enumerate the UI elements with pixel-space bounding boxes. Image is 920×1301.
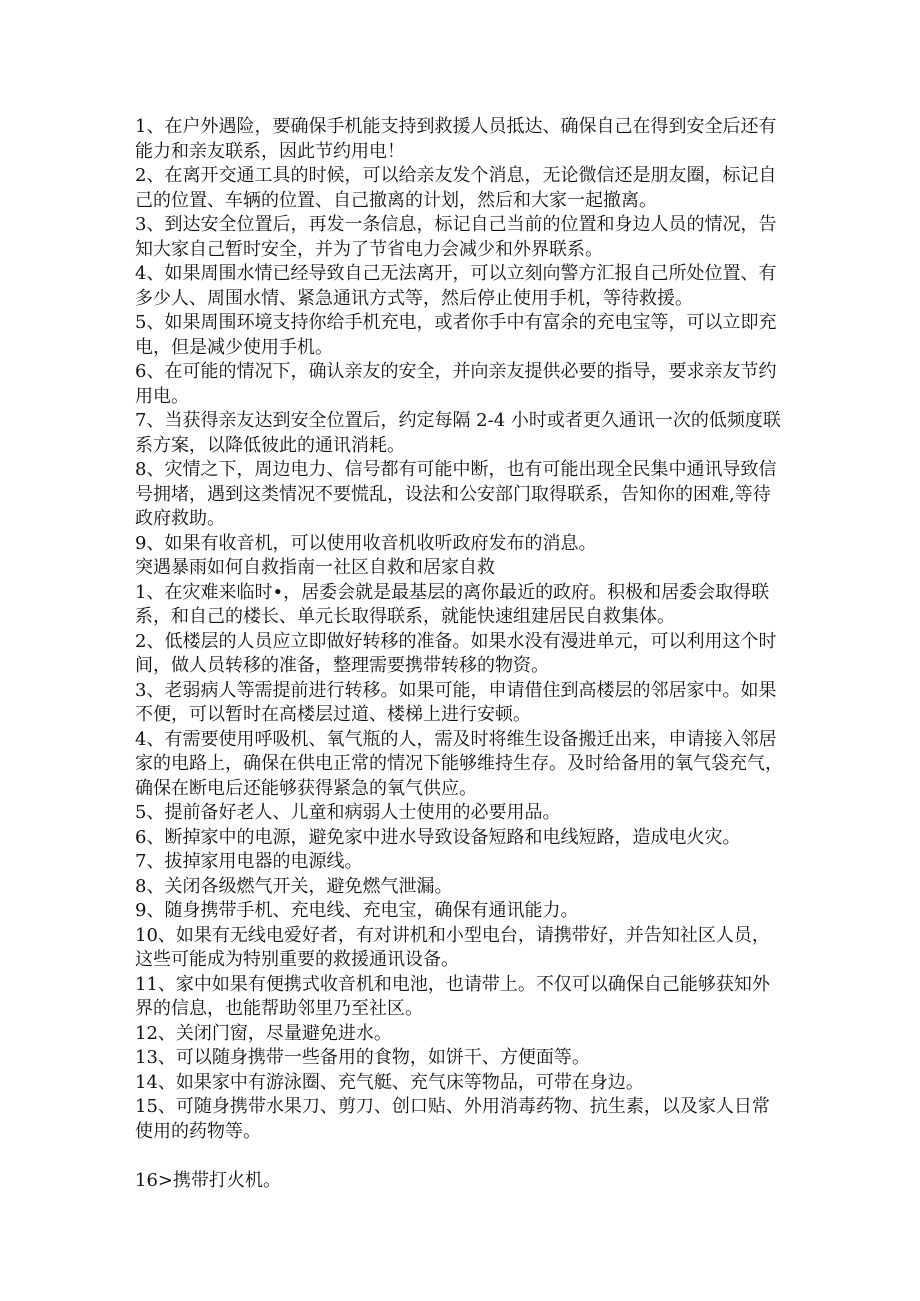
text-line: 4、如果周围水情已经导致自己无法离开，可以立刻向警方汇报自己所处位置、有 xyxy=(135,263,777,284)
text-line: 1、在灾难来临时•，居委会就是最基层的离你最近的政府。积极和居委会取得联 xyxy=(135,581,770,603)
list-item xyxy=(135,581,835,630)
list-item xyxy=(135,630,835,679)
text-line: 7、拔掉家用电器的电源线。 xyxy=(135,851,363,872)
list-item xyxy=(135,409,835,458)
text-line: 号拥堵，遇到这类情况不要慌乱，设法和公安部门取得联系，告知你的困难,等待 xyxy=(135,483,771,505)
list-item xyxy=(135,826,835,851)
text-line: 13、可以随身携带一些备用的食物，如饼干、方便面等。 xyxy=(135,1047,590,1068)
text-line: 2、在离开交通工具的时候，可以给亲友发个消息，无论微信还是朋友圈，标记自 xyxy=(135,165,777,186)
section-community-self-rescue xyxy=(135,556,835,1193)
text-line: 政府救助。 xyxy=(135,508,225,529)
text-line: 系方案，以降低彼此的通讯消耗。 xyxy=(135,434,405,456)
list-item xyxy=(135,1022,835,1047)
list-item xyxy=(135,458,835,532)
section-outdoor-self-rescue xyxy=(135,115,835,556)
list-item xyxy=(135,360,835,409)
text-line: 6、在可能的情况下，确认亲友的安全，并向亲友提供必要的指导，要求亲友节约 xyxy=(135,361,777,382)
list-item xyxy=(135,899,835,924)
text-line: 能力和亲友联系，因此节约用电！ xyxy=(135,140,405,162)
text-line: 知大家自己暂时安全，并为了节省电力会减少和外界联系。 xyxy=(135,238,603,260)
list-item xyxy=(135,973,835,1022)
text-line: 10、如果有无线电爱好者，有对讲机和小型电台，请携带好，并告知社区人员， xyxy=(135,924,770,946)
text-line: 5、提前备好老人、儿童和病弱人士使用的必要用品。 xyxy=(135,802,561,823)
document-body xyxy=(135,115,835,1193)
text-line: 这些可能成为特别重要的救援通讯设备。 xyxy=(135,949,459,970)
text-line: 6、断掉家中的电源，避免家中进水导致设备短路和电线短路，造成电火灾。 xyxy=(135,826,741,848)
text-line: 15、可随身携带水果刀、剪刀、创口贴、外用消毒药物、抗生素，以及家人日常 xyxy=(135,1096,770,1117)
list-item xyxy=(135,850,835,875)
list-item xyxy=(135,262,835,311)
list-item xyxy=(135,728,835,802)
text-line: 电，但是减少使用手机。 xyxy=(135,336,333,358)
text-line: 1、在户外遇险，要确保手机能支持到救援人员抵达、确保自己在得到安全后还有 xyxy=(135,116,777,137)
text-line: 使用的药物等。 xyxy=(135,1120,261,1142)
list-item xyxy=(135,1046,835,1071)
text-line: 确保在断电后还能够获得紧急的氧气供应。 xyxy=(135,777,477,799)
list-item xyxy=(135,164,835,213)
text-line: 9、如果有收音机，可以使用收音机收听政府发布的消息。 xyxy=(135,532,597,554)
text-line: 不便，可以暂时在高楼层过道、楼梯上进行安顿。 xyxy=(135,704,531,725)
text-line: 3、到达安全位置后，再发一条信息，标记自己当前的位置和身边人员的情况，告 xyxy=(135,214,777,235)
text-line: 8、关闭各级燃气开关，避免燃气泄漏。 xyxy=(135,875,453,897)
list-item xyxy=(135,924,835,973)
text-line: 间，做人员转移的准备，整理需要携带转移的物资。 xyxy=(135,655,549,676)
list-item xyxy=(135,679,835,728)
list-item xyxy=(135,875,835,900)
text-line: 家的电路上，确保在供电正常的情况下能够维持生存。及时给备用的氧气袋充气， xyxy=(135,753,783,774)
text-line: 12、关闭门窗，尽量避免进水。 xyxy=(135,1022,392,1044)
text-line: 9、随身携带手机、充电线、充电宝，确保有通讯能力。 xyxy=(135,900,579,921)
text-line: 己的位置、车辆的位置、自己撤离的计划，然后和大家一起撤离。 xyxy=(135,189,657,211)
text-line: 4、有需要使用呼吸机、氧气瓶的人，需及时将维生设备搬迁出来，申请接入邻居 xyxy=(135,728,777,750)
list-item xyxy=(135,1095,835,1144)
text-line: 16>携带打火机。 xyxy=(135,1169,281,1191)
list-item xyxy=(135,1071,835,1096)
text-line: 多少人、周围水情、紧急通讯方式等，然后停止使用手机，等待救援。 xyxy=(135,287,693,309)
text-line: 7、当获得亲友达到安全位置后，约定每隔 2-4 小时或者更久通讯一次的低频度联 xyxy=(135,410,781,431)
list-item xyxy=(135,213,835,262)
text-line: 3、老弱病人等需提前进行转移。如果可能，申请借住到高楼层的邻居家中。如果 xyxy=(135,679,777,701)
text-line: 5、如果周围环境支持你给手机充电，或者你手中有富余的充电宝等，可以立即充 xyxy=(135,312,777,333)
text-line: 系，和自己的楼长、单元长取得联系，就能快速组建居民自救集体。 xyxy=(135,606,675,627)
text-line: 11、家中如果有便携式收音机和电池，也请带上。不仅可以确保自己能够获知外 xyxy=(135,973,770,995)
text-line: 2、低楼层的人员应立即做好转移的准备。如果水没有漫进单元，可以利用这个时 xyxy=(135,630,777,652)
list-item xyxy=(135,801,835,826)
text-line: 8、灾情之下，周边电力、信号都有可能中断，也有可能出现全民集中通讯导致信 xyxy=(135,459,777,480)
list-item xyxy=(135,311,835,360)
section-heading: 突遇暴雨如何自救指南一社区自救和居家自救 xyxy=(135,557,495,578)
text-line: 界的信息，也能帮助邻里乃至社区。 xyxy=(135,998,423,1019)
list-item xyxy=(135,115,835,164)
list-item xyxy=(135,532,835,557)
text-line: 14、如果家中有游泳圈、充气艇、充气床等物品，可带在身边。 xyxy=(135,1071,644,1093)
list-item-final xyxy=(135,1169,835,1194)
text-line: 用电。 xyxy=(135,385,189,407)
